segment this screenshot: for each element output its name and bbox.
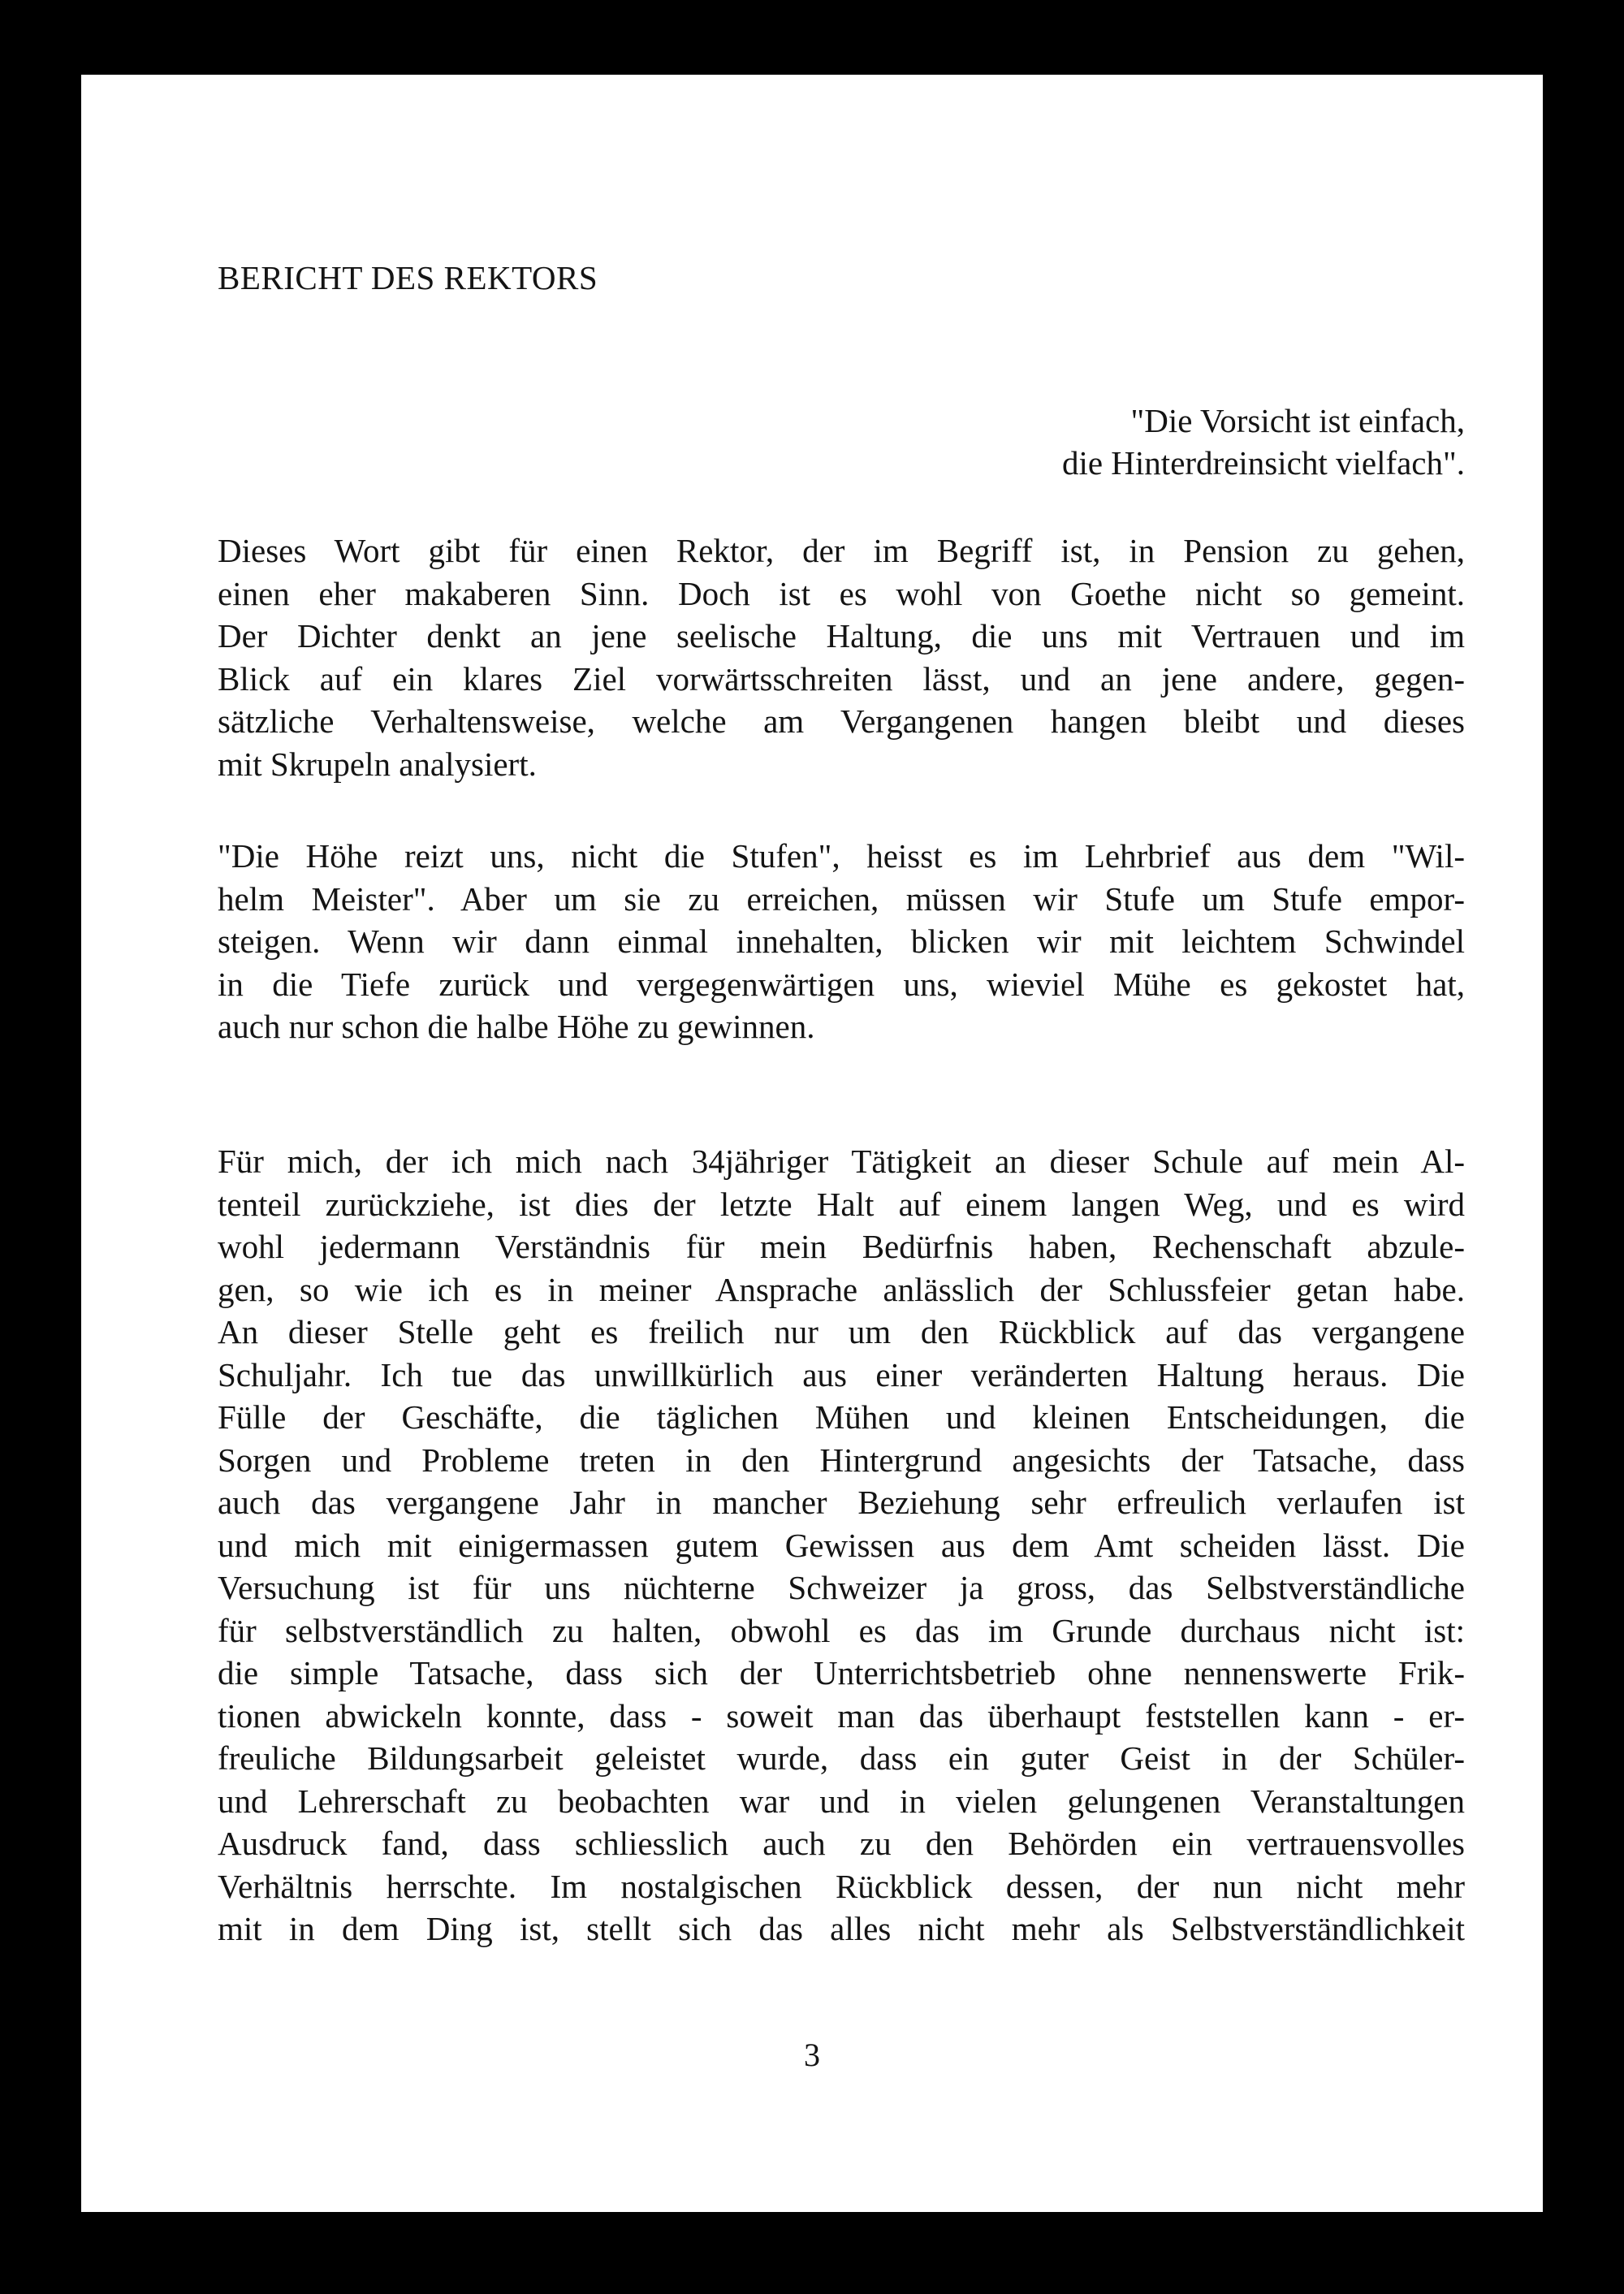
text-line: Verhältnis herrschte. Im nostalgischen Rückblick dessen, der nun nicht mehr	[218, 1867, 1465, 1905]
text-line: und mich mit einigermassen gutem Gewissen aus dem Amt scheiden lässt. Die	[218, 1526, 1465, 1564]
text-line: helm Meister". Aber um sie zu erreichen, müssen wir Stufe um Stufe empor-	[218, 879, 1465, 918]
epigraph-line: die Hinterdreinsicht vielfach".	[1061, 444, 1465, 482]
text-line: wohl jedermann Verständnis für mein Bedürfnis haben, Rechenschaft abzule-	[218, 1228, 1465, 1265]
text-line: auch das vergangene Jahr in mancher Beziehung sehr erfreulich verlaufen ist	[218, 1484, 1465, 1521]
text-line: steigen. Wenn wir dann einmal innehalten, blicken wir mit leichtem Schwindel	[218, 922, 1465, 960]
page-number: 3	[804, 2037, 820, 2073]
text-line: die simple Tatsache, dass sich der Unterrichtsbetrieb ohne nennenswerte Frik-	[218, 1654, 1465, 1691]
text-line: Versuchung ist für uns nüchterne Schweizer ja gross, das Selbstverständliche	[218, 1569, 1465, 1606]
text-line: und Lehrerschaft zu beobachten war und in vielen gelungenen Veranstaltungen	[218, 1782, 1465, 1820]
text-line: tionen abwickeln konnte, dass - soweit man das überhaupt feststellen kann - er-	[218, 1696, 1465, 1735]
paragraph-2	[218, 835, 1465, 1048]
text-line: gen, so wie ich es in meiner Ansprache anlässlich der Schlussfeier getan habe.	[218, 1270, 1465, 1308]
page-title: BERICHT DES REKTORS	[218, 259, 598, 296]
text-line: An dieser Stelle geht es freilich nur um den Rückblick auf das vergangene	[218, 1313, 1465, 1350]
text-line: "Die Höhe reizt uns, nicht die Stufen", heisst es im Lehrbrief aus dem "Wil-	[218, 837, 1465, 875]
text-line: freuliche Bildungsarbeit geleistet wurde, dass ein guter Geist in der Schüler-	[218, 1739, 1465, 1777]
text-line: Sorgen und Probleme treten in den Hintergrund angesichts der Tatsache, dass	[218, 1441, 1465, 1479]
text-line: mit Skrupeln analysiert.	[218, 745, 537, 783]
text-line: Für mich, der ich mich nach 34jähriger Tätigkeit an dieser Schule auf mein Al-	[218, 1143, 1465, 1180]
text-line: tenteil zurückziehe, ist dies der letzte Halt auf einem langen Weg, und es wird	[218, 1185, 1465, 1223]
text-line: Der Dichter denkt an jene seelische Haltung, die uns mit Vertrauen und im	[218, 617, 1465, 655]
text-line: Dieses Wort gibt für einen Rektor, der im Begriff ist, in Pension zu gehen,	[218, 532, 1465, 569]
text-line: Schuljahr. Ich tue das unwillkürlich aus einer veränderten Haltung heraus. Die	[218, 1355, 1465, 1393]
epigraph-line: "Die Vorsicht ist einfach,	[1130, 402, 1465, 439]
text-line: einen eher makaberen Sinn. Doch ist es wohl von Goethe nicht so gemeint.	[218, 574, 1465, 612]
paragraph-1	[218, 529, 1465, 785]
text-line: in die Tiefe zurück und vergegenwärtigen uns, wieviel Mühe es gekostet hat,	[218, 965, 1465, 1003]
epigraph-quote	[1062, 400, 1465, 484]
text-line: Fülle der Geschäfte, die täglichen Mühen und kleinen Entscheidungen, die	[218, 1398, 1465, 1436]
text-line: für selbstverständlich zu halten, obwohl es das im Grunde durchaus nicht ist:	[218, 1611, 1465, 1649]
text-line: mit in dem Ding ist, stellt sich das alles nicht mehr als Selbstverständlichkeit	[218, 1910, 1465, 1947]
text-line: Ausdruck fand, dass schliesslich auch zu den Behörden ein vertrauensvolles	[218, 1825, 1465, 1862]
document-page	[81, 75, 1543, 2212]
text-line: sätzliche Verhaltensweise, welche am Vergangenen hangen bleibt und dieses	[218, 702, 1465, 740]
text-line: Blick auf ein klares Ziel vorwärtsschreiten lässt, und an jene andere, gegen-	[218, 659, 1465, 698]
text-line: auch nur schon die halbe Höhe zu gewinnen.	[218, 1008, 815, 1045]
paragraph-3	[218, 1140, 1465, 1951]
